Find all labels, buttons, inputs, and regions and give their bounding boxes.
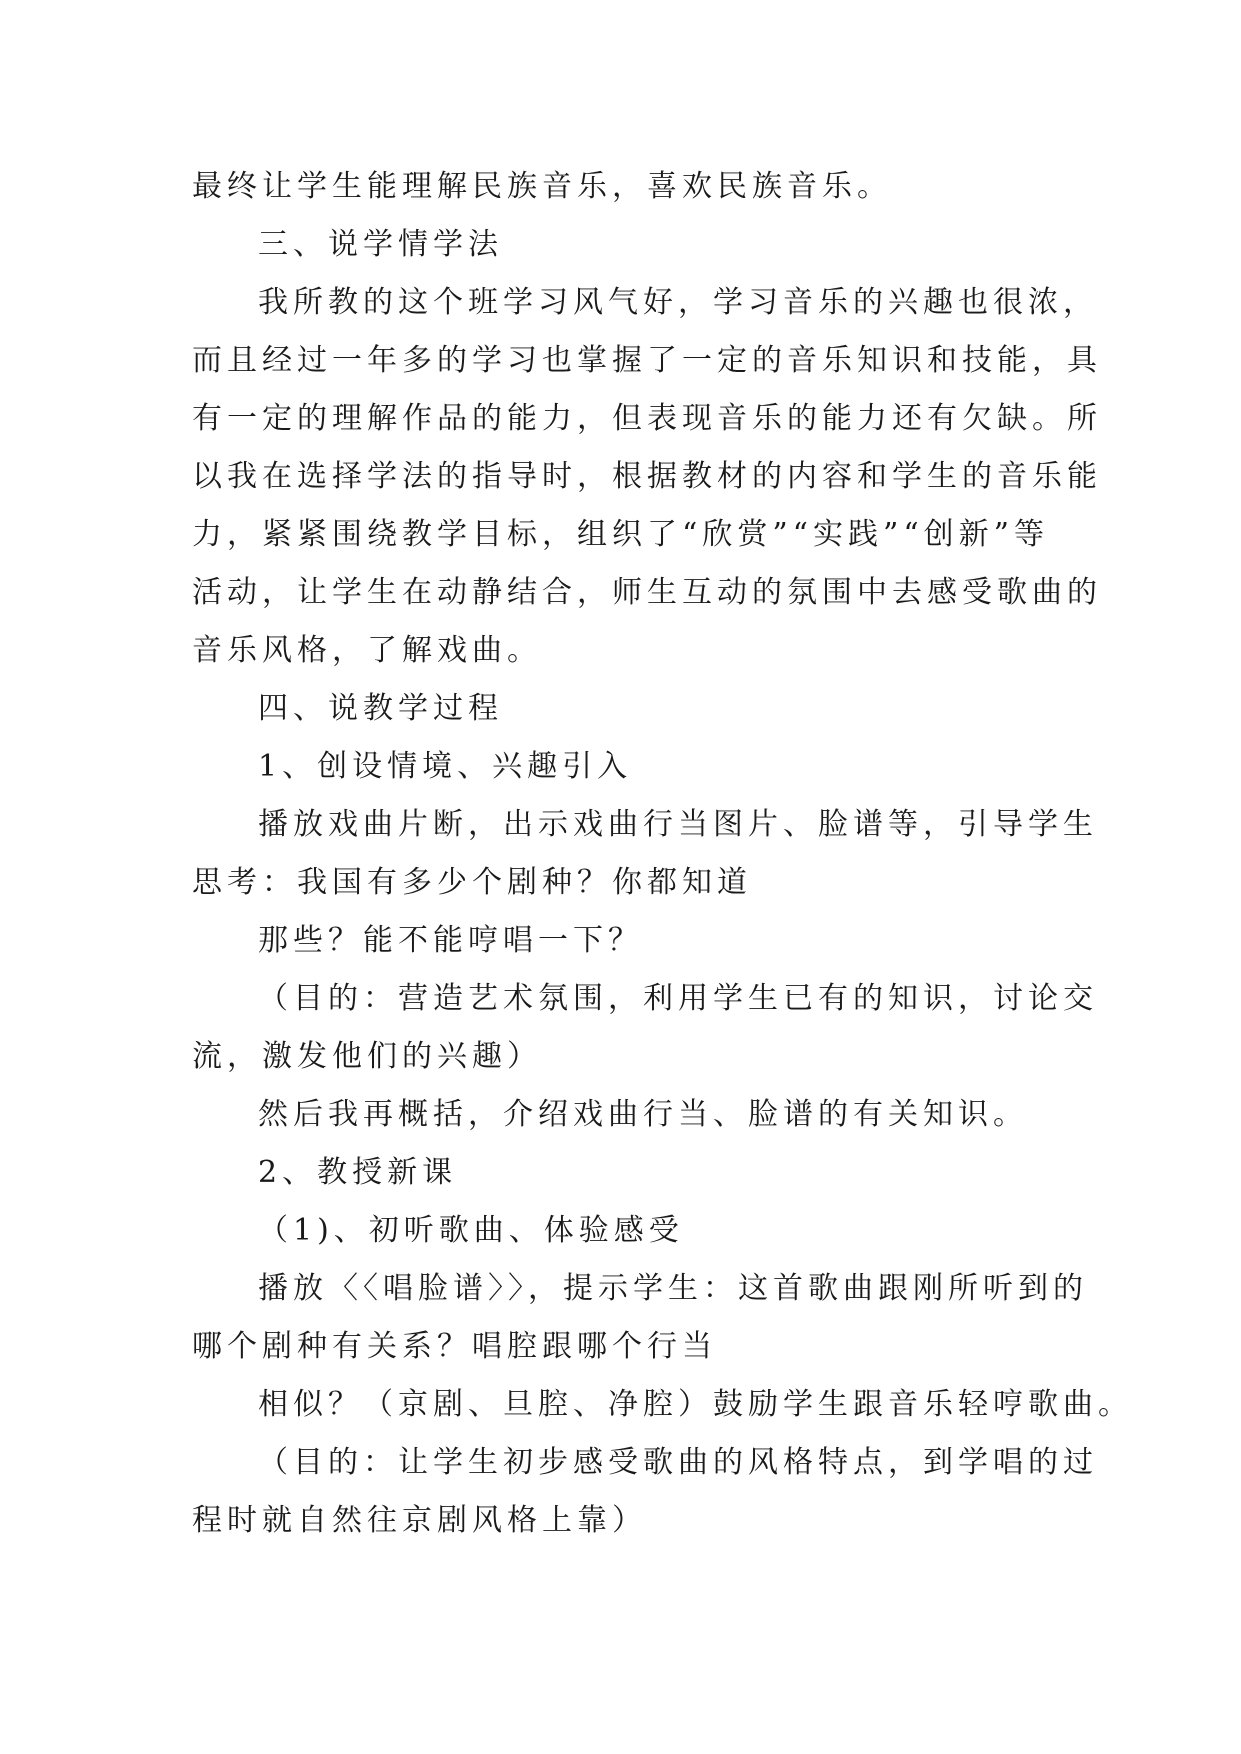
text-line: 思考：我国有多少个剧种？你都知道 (192, 865, 752, 900)
text-line: （目的：让学生初步感受歌曲的风格特点，到学唱的过 (258, 1445, 1098, 1480)
text-line: 流，激发他们的兴趣） (192, 1039, 542, 1074)
text-line: 播放〈〈唱脸谱〉〉，提示学生：这首歌曲跟刚所听到的 (258, 1271, 1088, 1306)
section-heading: 三、说学情学法 (258, 227, 503, 262)
subsection-heading: 2、教授新课 (258, 1155, 458, 1190)
text-line: 以我在选择学法的指导时，根据教材的内容和学生的音乐能 (192, 459, 1102, 494)
text-line: 相似？（京剧、旦腔、净腔）鼓励学生跟音乐轻哼歌曲。 (258, 1387, 1133, 1422)
text-line: （目的：营造艺术氛围，利用学生已有的知识，讨论交 (258, 981, 1098, 1016)
text-line: 而且经过一年多的学习也掌握了一定的音乐知识和技能，具 (192, 343, 1102, 378)
subsection-heading: （1)、初听歌曲、体验感受 (258, 1213, 684, 1248)
text-line: 音乐风格，了解戏曲。 (192, 633, 542, 668)
text-line: 最终让学生能理解民族音乐，喜欢民族音乐。 (192, 169, 892, 204)
section-heading: 四、说教学过程 (258, 691, 503, 726)
subsection-heading: 1、创设情境、兴趣引入 (258, 749, 633, 784)
text-line: 力，紧紧围绕教学目标，组织了“欣赏”“实践”“创新”等 (192, 517, 1050, 552)
text-line: 哪个剧种有关系？唱腔跟哪个行当 (192, 1329, 717, 1364)
document-body (192, 158, 1133, 1550)
text-line: 然后我再概括，介绍戏曲行当、脸谱的有关知识。 (258, 1097, 1028, 1132)
text-line: 有一定的理解作品的能力，但表现音乐的能力还有欠缺。所 (192, 401, 1102, 436)
text-line: 活动，让学生在动静结合，师生互动的氛围中去感受歌曲的 (192, 575, 1102, 610)
text-line: 我所教的这个班学习风气好，学习音乐的兴趣也很浓， (258, 285, 1098, 320)
text-line: 那些？能不能哼唱一下？ (258, 923, 643, 958)
text-line: 程时就自然往京剧风格上靠） (192, 1503, 647, 1538)
text-line: 播放戏曲片断，出示戏曲行当图片、脸谱等，引导学生 (258, 807, 1098, 842)
